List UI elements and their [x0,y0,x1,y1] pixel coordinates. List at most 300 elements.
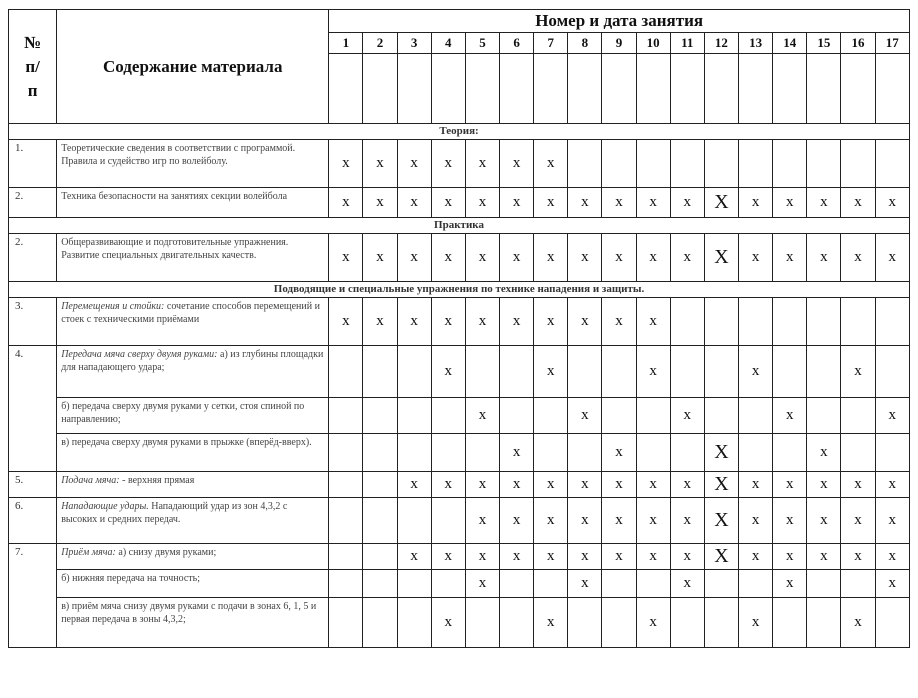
empty-cell [704,570,738,598]
empty-cell [568,598,602,648]
lesson-mark: x [739,498,773,544]
row-number: 5. [9,472,57,498]
lesson-mark: x [568,570,602,598]
empty-cell [807,298,841,346]
row-number: 6. [9,498,57,544]
empty-cell [431,498,465,544]
empty-cell [807,570,841,598]
lesson-mark: x [500,298,534,346]
row-content-text: б) нижняя передача на точность; [61,573,201,584]
lesson-mark: x [875,544,909,570]
lesson-mark: x [636,544,670,570]
lesson-mark: x [670,544,704,570]
row-number: 2. [9,188,57,218]
lesson-mark: x [568,234,602,282]
lesson-mark: x [875,234,909,282]
lesson-mark: x [841,472,875,498]
lesson-mark: x [875,472,909,498]
lesson-mark: x [602,188,636,218]
empty-cell [807,346,841,398]
empty-cell [602,398,636,434]
lesson-number-5: 5 [465,33,499,54]
empty-cell [773,298,807,346]
row-number: 1. [9,140,57,188]
lesson-mark: x [500,140,534,188]
lesson-date-cell [602,54,636,124]
lesson-mark: x [841,234,875,282]
empty-cell [397,498,431,544]
empty-cell [397,434,431,472]
empty-cell [500,570,534,598]
row-content-text: Нападающий удар из зон 4,3,2 с высоких и средних передач. [61,501,288,525]
lesson-mark: x [773,472,807,498]
row-number [9,398,57,434]
lesson-mark: x [500,234,534,282]
empty-cell [500,346,534,398]
empty-cell [739,140,773,188]
empty-cell [568,346,602,398]
lesson-mark: x [500,472,534,498]
empty-cell [875,346,909,398]
empty-cell [363,398,397,434]
lesson-date-cell [636,54,670,124]
lesson-mark: x [841,498,875,544]
lesson-mark: x [500,434,534,472]
empty-cell [875,140,909,188]
empty-cell [739,570,773,598]
lesson-mark: x [841,598,875,648]
empty-cell [739,398,773,434]
empty-cell [431,398,465,434]
lesson-mark: x [500,544,534,570]
empty-cell [875,434,909,472]
lesson-mark: x [431,234,465,282]
lesson-date-cell [773,54,807,124]
lesson-mark: x [875,498,909,544]
empty-cell [841,570,875,598]
row-content-text: сочетание способов перемещений и стоек с техническими приёмами [61,301,320,325]
lesson-mark: x [807,544,841,570]
lesson-mark: x [807,498,841,544]
lesson-number-2: 2 [363,33,397,54]
section-title: Подводящие и специальные упражнения по технике нападения и защиты. [9,282,910,298]
lesson-mark: x [568,498,602,544]
lesson-number-16: 16 [841,33,875,54]
lesson-mark: x [431,298,465,346]
row-content-text: а) снизу двумя руками; [118,547,217,558]
lesson-mark: x [431,140,465,188]
section-row [9,282,910,298]
row-content-text: в) приём мяча снизу двумя руками с подачи в зонах 6, 1, 5 и первая передача в зоны 4,3,2; [61,601,317,625]
lesson-mark: x [602,544,636,570]
lesson-date-cell [363,54,397,124]
row-content [57,188,329,218]
lesson-mark: x [534,234,568,282]
lesson-mark: x [431,346,465,398]
lesson-mark: x [534,188,568,218]
empty-cell [841,398,875,434]
row-number: 2. [9,234,57,282]
empty-cell [397,598,431,648]
lesson-mark: x [773,234,807,282]
empty-cell [329,544,363,570]
row-content [57,234,329,282]
row-content [57,472,329,498]
lesson-mark: x [568,188,602,218]
empty-cell [670,598,704,648]
empty-cell [875,598,909,648]
lesson-mark: x [465,570,499,598]
lesson-mark: x [670,498,704,544]
lesson-mark: x [329,234,363,282]
lesson-mark: x [397,298,431,346]
row-content [57,298,329,346]
empty-cell [670,140,704,188]
lesson-mark: x [739,234,773,282]
lesson-mark: x [465,498,499,544]
lesson-mark: x [465,398,499,434]
empty-cell [704,346,738,398]
empty-cell [739,298,773,346]
lesson-date-cell [704,54,738,124]
table-row [9,498,910,544]
lesson-date-cell [568,54,602,124]
lesson-date-cell [875,54,909,124]
lesson-group-header: Номер и дата занятия [329,10,910,33]
empty-cell [363,570,397,598]
empty-cell [363,544,397,570]
num-header [9,10,57,124]
lesson-mark: x [568,544,602,570]
lesson-mark: x [465,140,499,188]
table-row [9,346,910,398]
lesson-mark: x [534,498,568,544]
empty-cell [773,346,807,398]
empty-cell [534,398,568,434]
table-row [9,188,910,218]
empty-cell [704,140,738,188]
lesson-mark: x [875,398,909,434]
row-content-lead: Перемещения и стойки: [61,301,165,312]
section-row [9,124,910,140]
empty-cell [534,570,568,598]
empty-cell [363,472,397,498]
lesson-mark: x [329,140,363,188]
empty-cell [773,598,807,648]
empty-cell [602,598,636,648]
empty-cell [875,298,909,346]
empty-cell [363,498,397,544]
lesson-mark: x [636,472,670,498]
lesson-mark: x [329,188,363,218]
empty-cell [431,434,465,472]
lesson-mark: x [602,298,636,346]
content-header: Содержание материала [57,10,329,124]
lesson-mark: x [875,570,909,598]
row-number [9,434,57,472]
lesson-date-cell [465,54,499,124]
row-content [57,434,329,472]
table-row [9,298,910,346]
empty-cell [704,598,738,648]
lesson-mark: x [465,234,499,282]
lesson-mark: x [670,570,704,598]
lesson-mark: x [841,188,875,218]
row-number: 3. [9,298,57,346]
lesson-mark: x [841,544,875,570]
lesson-mark: X [704,234,738,282]
empty-cell [739,434,773,472]
lesson-mark: x [465,188,499,218]
lesson-number-7: 7 [534,33,568,54]
lesson-mark: x [670,398,704,434]
empty-cell [329,398,363,434]
row-number [9,598,57,648]
empty-cell [397,346,431,398]
lesson-mark: x [636,498,670,544]
lesson-mark: x [602,434,636,472]
row-content [57,498,329,544]
empty-cell [568,140,602,188]
lesson-mark: x [773,570,807,598]
lesson-mark: x [397,188,431,218]
lesson-mark: x [397,544,431,570]
lesson-mark: x [739,544,773,570]
empty-cell [670,346,704,398]
lesson-number-17: 17 [875,33,909,54]
row-content-text: Общеразвивающие и подготовительные упражнения. Развитие специальных двигательных качеств. [61,237,289,261]
lesson-mark: x [568,298,602,346]
lesson-date-cell [841,54,875,124]
table-row [9,472,910,498]
section-title: Теория: [9,124,910,140]
empty-cell [329,472,363,498]
lesson-mark: x [636,298,670,346]
lesson-mark: X [704,472,738,498]
empty-cell [329,498,363,544]
empty-cell [670,298,704,346]
lesson-mark: x [397,234,431,282]
table-subrow [9,434,910,472]
row-content [57,598,329,648]
lesson-mark: x [773,498,807,544]
empty-cell [773,140,807,188]
row-content-text: а) из глубины площадки для нападающего удара; [61,349,324,373]
section-row [9,218,910,234]
lesson-mark: x [670,234,704,282]
row-content [57,570,329,598]
lesson-mark: x [602,234,636,282]
lesson-mark: x [431,598,465,648]
lesson-mark: x [431,188,465,218]
empty-cell [329,434,363,472]
lesson-number-15: 15 [807,33,841,54]
empty-cell [670,434,704,472]
lesson-number-12: 12 [704,33,738,54]
lesson-date-cell [670,54,704,124]
empty-cell [465,346,499,398]
empty-cell [636,434,670,472]
empty-cell [534,434,568,472]
row-number: 4. [9,346,57,398]
lesson-number-1: 1 [329,33,363,54]
lesson-mark: x [500,188,534,218]
lesson-mark: x [363,188,397,218]
row-content [57,398,329,434]
row-content-lead: Передача мяча сверху двумя руками: [61,349,218,360]
empty-cell [431,570,465,598]
lesson-number-14: 14 [773,33,807,54]
lesson-plan-table [8,9,910,648]
lesson-date-cell [807,54,841,124]
row-content [57,140,329,188]
lesson-mark: x [602,498,636,544]
lesson-mark: x [534,472,568,498]
lesson-mark: x [739,346,773,398]
lesson-mark: x [534,598,568,648]
empty-cell [602,346,636,398]
lesson-number-11: 11 [670,33,704,54]
lesson-mark: x [670,472,704,498]
row-content-text: б) передача сверху двумя руками у сетки, стоя спиной по направлению; [61,401,305,425]
empty-cell [329,598,363,648]
table-subrow [9,398,910,434]
lesson-mark: x [500,498,534,544]
empty-cell [807,398,841,434]
table-row [9,544,910,570]
lesson-mark: x [397,140,431,188]
lesson-mark: x [739,598,773,648]
lesson-mark: x [773,544,807,570]
empty-cell [773,434,807,472]
row-content-text: Техника безопасности на занятиях секции волейбола [61,191,288,202]
lesson-mark: X [704,544,738,570]
lesson-number-10: 10 [636,33,670,54]
empty-cell [704,398,738,434]
empty-cell [363,434,397,472]
lesson-date-cell [534,54,568,124]
empty-cell [465,434,499,472]
empty-cell [602,570,636,598]
lesson-mark: X [704,498,738,544]
empty-cell [636,140,670,188]
empty-cell [807,140,841,188]
row-number [9,570,57,598]
table-row [9,234,910,282]
table-row [9,140,910,188]
lesson-mark: x [465,544,499,570]
lesson-mark: x [363,234,397,282]
lesson-mark: x [568,398,602,434]
lesson-mark: x [636,188,670,218]
lesson-number-8: 8 [568,33,602,54]
empty-cell [841,298,875,346]
lesson-mark: x [636,346,670,398]
lesson-mark: X [704,188,738,218]
lesson-number-6: 6 [500,33,534,54]
empty-cell [841,434,875,472]
lesson-mark: x [363,298,397,346]
lesson-number-3: 3 [397,33,431,54]
lesson-date-cell [397,54,431,124]
empty-cell [397,570,431,598]
empty-cell [500,598,534,648]
lesson-mark: x [329,298,363,346]
lesson-mark: x [841,346,875,398]
row-content-text: Теоретические сведения в соответствии с программой. Правила и судейство игр по волейболу. [61,143,296,167]
row-content [57,346,329,398]
empty-cell [807,598,841,648]
lesson-date-cell [739,54,773,124]
empty-cell [636,398,670,434]
row-content-lead: Подача мяча: [61,475,120,486]
empty-cell [602,140,636,188]
empty-cell [329,570,363,598]
row-content-text: - верхняя прямая [122,475,195,486]
lesson-mark: x [431,472,465,498]
lesson-number-4: 4 [431,33,465,54]
lesson-mark: x [807,234,841,282]
lesson-mark: x [773,398,807,434]
lesson-mark: x [568,472,602,498]
lesson-mark: x [465,472,499,498]
lesson-mark: X [704,434,738,472]
table-subrow [9,570,910,598]
lesson-mark: x [363,140,397,188]
lesson-mark: x [636,598,670,648]
lesson-mark: x [875,188,909,218]
row-number: 7. [9,544,57,570]
empty-cell [465,598,499,648]
lesson-mark: x [807,472,841,498]
lesson-mark: x [534,140,568,188]
lesson-mark: x [534,544,568,570]
lesson-mark: x [739,188,773,218]
lesson-mark: x [636,234,670,282]
empty-cell [397,398,431,434]
lesson-mark: x [602,472,636,498]
empty-cell [568,434,602,472]
empty-cell [329,346,363,398]
row-content-lead: Приём мяча: [61,547,116,558]
lesson-mark: x [465,298,499,346]
empty-cell [636,570,670,598]
num-header-label: № п/ п [24,32,42,100]
lesson-number-9: 9 [602,33,636,54]
lesson-date-cell [431,54,465,124]
section-title: Практика [9,218,910,234]
lesson-mark: x [397,472,431,498]
empty-cell [363,598,397,648]
row-content-lead: Нападающие удары. [61,501,149,512]
lesson-mark: x [807,188,841,218]
lesson-mark: x [534,298,568,346]
empty-cell [704,298,738,346]
table-subrow [9,598,910,648]
empty-cell [363,346,397,398]
empty-cell [500,398,534,434]
lesson-mark: x [431,544,465,570]
lesson-mark: x [670,188,704,218]
lesson-mark: x [739,472,773,498]
lesson-number-13: 13 [739,33,773,54]
lesson-date-cell [500,54,534,124]
row-content-text: в) передача сверху двумя руками в прыжке (вперёд-вверх). [61,437,312,448]
lesson-date-cell [329,54,363,124]
lesson-mark: x [534,346,568,398]
empty-cell [841,140,875,188]
lesson-mark: x [807,434,841,472]
